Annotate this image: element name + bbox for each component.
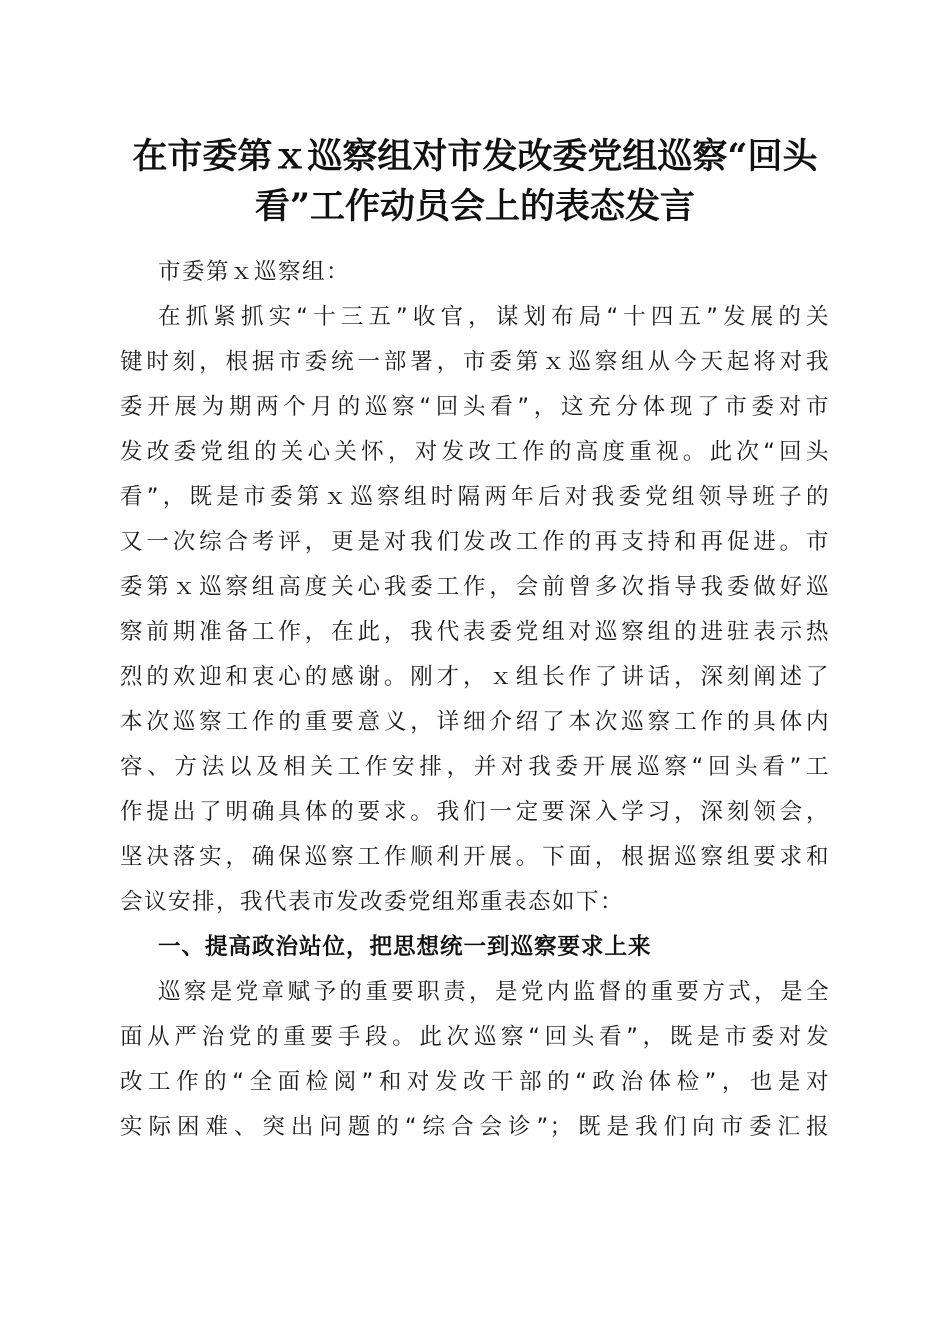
paragraph-line: 容、方法以及相关工作安排，并对我委开展巡察“回头看”工 <box>120 754 830 780</box>
paragraph-line: 看”，既是市委第ｘ巡察组时隔两年后对我委党组领导班子的 <box>120 484 830 510</box>
paragraph-line: 在抓紧抓实“十三五”收官，谋划布局“十四五”发展的关 <box>158 304 830 330</box>
paragraph-line: 键时刻，根据市委统一部署，市委第ｘ巡察组从今天起将对我 <box>120 349 830 375</box>
paragraph-1 <box>120 295 830 925</box>
paragraph-line: 察前期准备工作，在此，我代表委党组对巡察组的进驻表示热 <box>120 619 830 645</box>
title-line-2: 看”工作动员会上的表态发言 <box>254 186 696 227</box>
paragraph-line: 又一次综合考评，更是对我们发改工作的再支持和再促进。市 <box>120 529 830 555</box>
document-body <box>120 250 830 1150</box>
paragraph-line: 本次巡察工作的重要意义，详细介绍了本次巡察工作的具体内 <box>120 709 830 735</box>
salutation: 市委第ｘ巡察组： <box>158 259 351 285</box>
paragraph-line: 作提出了明确具体的要求。我们一定要深入学习，深刻领会， <box>120 799 830 825</box>
paragraph-line: 改工作的“全面检阅”和对发改干部的“政治体检”，也是对 <box>120 1069 830 1095</box>
paragraph-line: 会议安排，我代表市发改委党组郑重表态如下： <box>120 889 625 915</box>
section-heading-1: 一、提高政治站位，把思想统一到巡察要求上来 <box>158 934 652 960</box>
paragraph-line: 巡察是党章赋予的重要职责，是党内监督的重要方式，是全 <box>158 979 830 1005</box>
paragraph-line: 委第ｘ巡察组高度关心我委工作，会前曾多次指导我委做好巡 <box>120 574 830 600</box>
paragraph-line: 坚决落实，确保巡察工作顺利开展。下面，根据巡察组要求和 <box>120 844 830 870</box>
paragraph-line: 发改委党组的关心关怀，对发改工作的高度重视。此次“回头 <box>120 439 830 465</box>
paragraph-line: 面从严治党的重要手段。此次巡察“回头看”，既是市委对发 <box>120 1024 830 1050</box>
document-title <box>110 132 840 232</box>
paragraph-line: 委开展为期两个月的巡察“回头看”，这充分体现了市委对市 <box>120 394 830 420</box>
title-line-1: 在市委第ｘ巡察组对市发改委党组巡察“回头 <box>132 136 818 177</box>
paragraph-line: 烈的欢迎和衷心的感谢。刚才，ｘ组长作了讲话，深刻阐述了 <box>120 664 830 690</box>
paragraph-line: 实际困难、突出问题的“综合会诊”；既是我们向市委汇报 <box>120 1114 830 1140</box>
paragraph-2 <box>120 970 830 1150</box>
